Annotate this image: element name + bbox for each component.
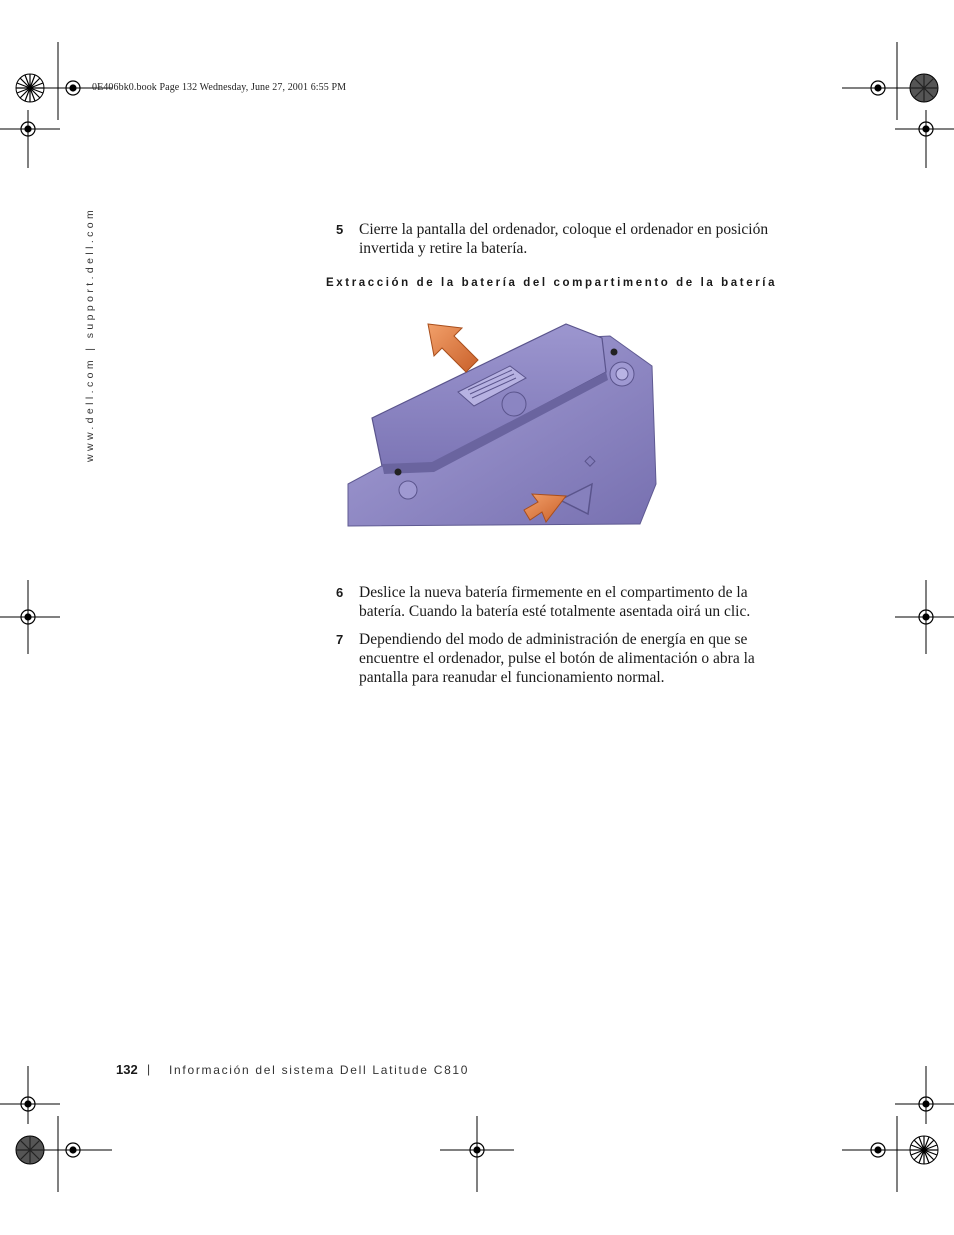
step-text: Deslice la nueva batería firmemente en el compartimento de la batería. Cuando la batería esté totalmente asentada oirá un clic. [359,584,751,620]
step-7 [336,630,796,687]
sidebar-url: www.dell.com | support.dell.com [84,206,96,462]
footer-title: Información del sistema Dell Latitude C810 [169,1063,470,1077]
print-header-info: 0E406bk0.book Page 132 Wednesday, June 27, 2001 6:55 PM [92,82,347,93]
figure-caption: Extracción de la batería del compartimento de la batería [326,277,778,289]
step-6 [336,583,796,621]
step-5 [336,220,796,258]
step-number: 6 [336,585,344,600]
footer-separator: | [147,1062,151,1076]
battery-button [502,392,526,416]
step-text: Dependiendo del modo de administración de energía en que se encuentre el ordenador, pulse el botón de alimentación o abra la pantalla para reanudar el funcionamiento normal. [359,631,755,686]
step-text: Cierre la pantalla del ordenador, coloque el ordenador en posición invertida y retire la batería. [359,221,769,257]
arrow-up-left-icon [428,324,478,372]
battery-removal-illustration [340,314,660,532]
step-number: 7 [336,632,344,647]
page-number: 132 [116,1062,138,1077]
step-number: 5 [336,222,344,237]
